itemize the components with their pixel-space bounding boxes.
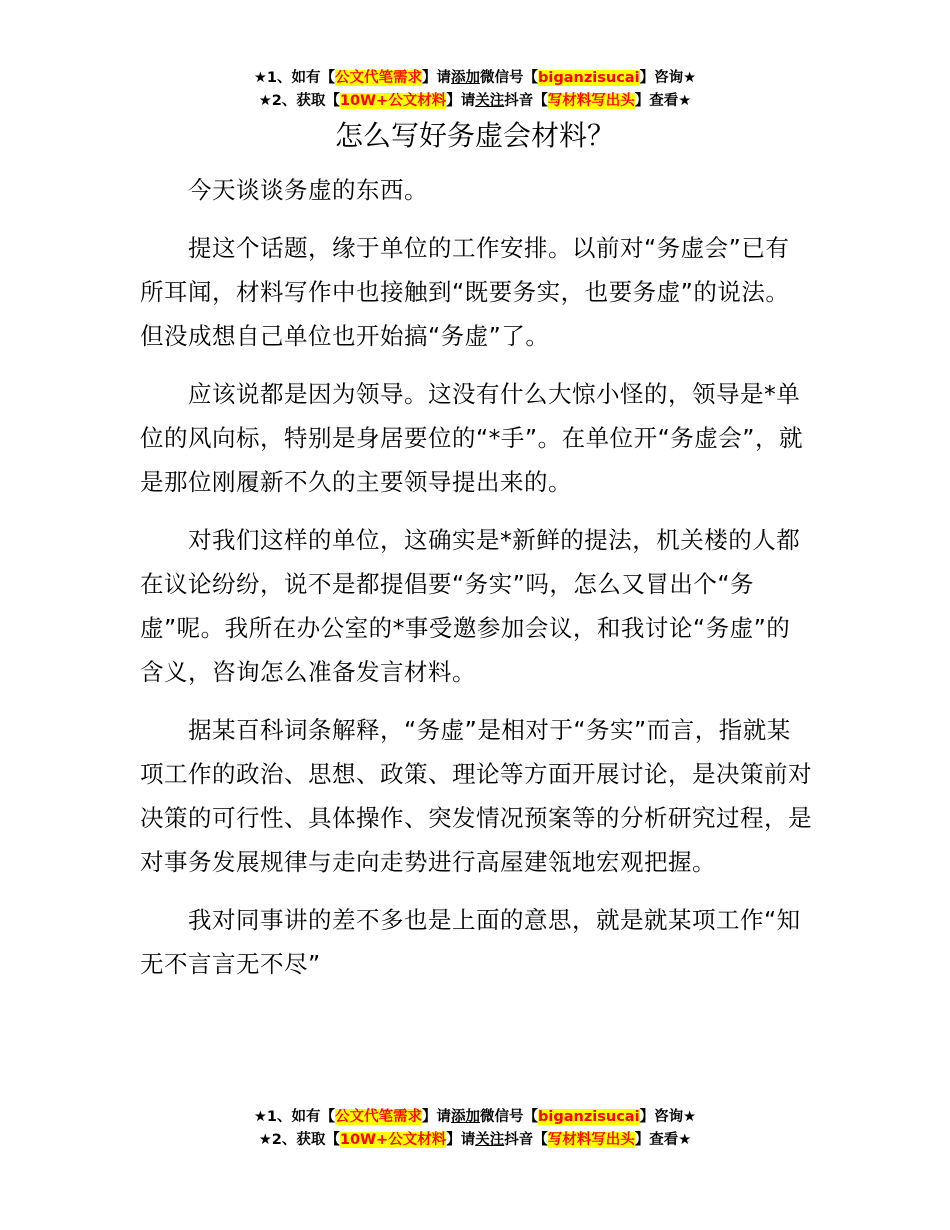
banner-text: ★2、获取【: [258, 93, 340, 109]
banner-text: 微信号【: [480, 70, 539, 86]
banner-text: 】请: [422, 70, 452, 86]
banner-text: ★1、如有【: [253, 70, 336, 86]
paragraph: 据某百科词条解释，“务虚”是相对于“务实”而言，指就某项工作的政治、思想、政策、理论等方面开展讨论，是决策前对决策的可行性、具体操作、突发情况预案等的分析研究过程，是对事务发展规律与走向走势进行高屋建瓴地宏观把握。: [140, 716, 812, 876]
banner-text: ★2、获取【: [258, 1132, 340, 1148]
banner-text: 】查看★: [634, 93, 692, 109]
banner-text: 抖音【: [504, 93, 548, 109]
highlight-wechat-id: biganzisucai: [538, 70, 640, 86]
paragraph: 应该说都是因为领导。这没有什么大惊小怪的，领导是*单位的风向标，特别是身居要位的“*手”。在单位开“务虚会”，就是那位刚履新不久的主要领导提出来的。: [140, 380, 803, 496]
document-title: 怎么写好务虚会材料？: [334, 119, 615, 152]
underlined-word: 关注: [475, 93, 505, 109]
banner-line-1: [0, 1106, 950, 1129]
banner-text: 微信号【: [480, 1109, 539, 1125]
highlight-materials: 10W+公文材料: [339, 93, 447, 109]
header-banner: [0, 67, 950, 113]
underlined-word: 关注: [475, 1132, 505, 1148]
banner-text: 】咨询★: [639, 70, 697, 86]
footer-banner: [0, 1106, 950, 1152]
paragraph: 提这个话题，缘于单位的工作安排。以前对“务虚会”已有所耳闻，材料写作中也接触到“既要务实，也要务虚”的说法。但没成想自己单位也开始搞“务虚”了。: [140, 234, 790, 350]
banner-text: 】请: [446, 1132, 476, 1148]
banner-text: 抖音【: [504, 1132, 548, 1148]
banner-text: 】请: [422, 1109, 452, 1125]
banner-line-2: [0, 1129, 950, 1152]
paragraph: 对我们这样的单位，这确实是*新鲜的提法，机关楼的人都在议论纷纷，说不是都提倡要“务实”吗，怎么又冒出个“务虚”呢。我所在办公室的*事受邀参加会议，和我讨论“务虚”的含义，咨询怎么准备发言材料。: [140, 526, 801, 686]
highlight-service: 公文代笔需求: [335, 1109, 423, 1125]
paragraph: 我对同事讲的差不多也是上面的意思，就是就某项工作“知无不言言无不尽”: [140, 906, 801, 978]
highlight-materials: 10W+公文材料: [339, 1132, 447, 1148]
banner-text: ★1、如有【: [253, 1109, 336, 1125]
underlined-word: 添加: [451, 70, 481, 86]
highlight-douyin-account: 写材料写出头: [547, 93, 635, 109]
banner-text: 】请: [446, 93, 476, 109]
paragraph: 今天谈谈务虚的东西。: [188, 176, 428, 204]
underlined-word: 添加: [451, 1109, 481, 1125]
highlight-wechat-id: biganzisucai: [538, 1109, 640, 1125]
banner-line-1: [0, 67, 950, 90]
banner-text: 】咨询★: [639, 1109, 697, 1125]
banner-line-2: [0, 90, 950, 113]
document-body: [140, 168, 812, 1000]
banner-text: 】查看★: [634, 1132, 692, 1148]
highlight-service: 公文代笔需求: [335, 70, 423, 86]
highlight-douyin-account: 写材料写出头: [547, 1132, 635, 1148]
